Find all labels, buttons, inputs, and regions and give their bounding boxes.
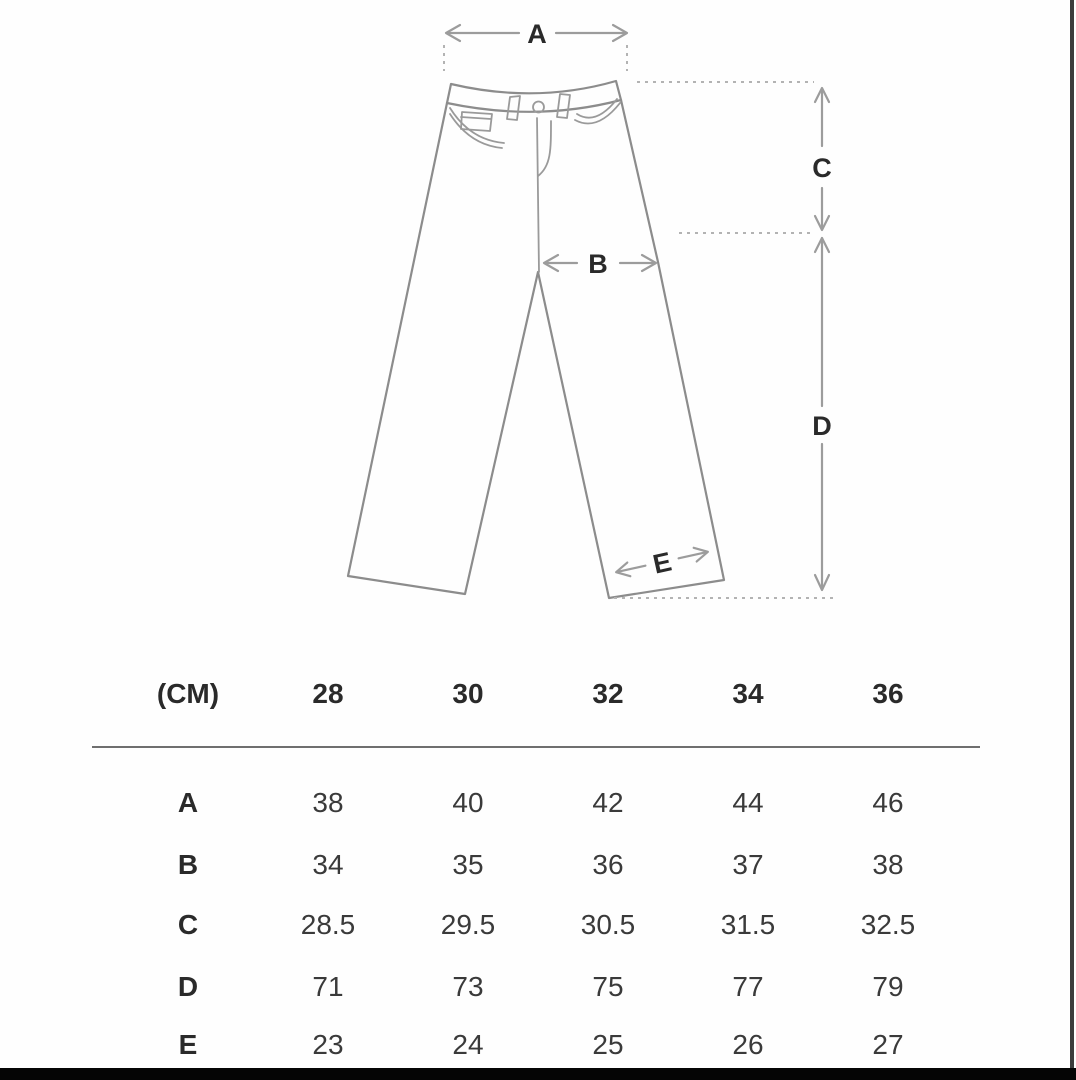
coin-pocket-stitch [461,117,491,119]
table-cell: 46 [872,787,904,818]
table-cell: 42 [592,787,624,818]
dimension-arrows [446,25,829,590]
table-divider [92,746,980,748]
table-cell: 23 [312,1029,344,1060]
size-table-header-row [118,676,958,712]
belt-loop-right [557,94,570,118]
table-cell: 38 [872,849,904,880]
table-cell: 29.5 [440,909,496,940]
table-cell: 40 [452,787,484,818]
col-header-30: 30 [452,678,484,709]
table-row [118,847,958,883]
coin-pocket [461,112,492,131]
dim-label-a: A [527,19,547,49]
table-cell: 26 [732,1029,764,1060]
dim-label-b: B [588,249,608,279]
dim-label-e: E [650,546,675,580]
col-header-36: 36 [872,678,904,709]
table-cell: 31.5 [720,909,776,940]
col-header-28: 28 [312,678,344,709]
pants-details [450,94,620,272]
table-cell: 77 [732,971,764,1002]
table-row [118,785,958,821]
pants-legs [348,100,724,598]
row-label: D [177,971,199,1002]
table-cell: 79 [872,971,904,1002]
extension-lines [444,45,833,598]
belt-loop-left [507,96,520,120]
table-cell: 30.5 [580,909,636,940]
col-header-34: 34 [732,678,764,709]
unit-header: (CM) [156,678,220,709]
table-row [118,1027,958,1063]
table-cell: 37 [732,849,764,880]
table-cell: 27 [872,1029,904,1060]
dim-label-d: D [812,411,832,441]
table-cell: 44 [732,787,764,818]
dim-label-c: C [812,153,832,183]
row-label: B [177,849,199,880]
table-cell: 32.5 [860,909,916,940]
table-cell: 34 [312,849,344,880]
center-front-seam [537,118,539,272]
table-cell: 36 [592,849,624,880]
table-cell: 28.5 [300,909,356,940]
table-cell: 35 [452,849,484,880]
bottom-black-bar [0,1068,1076,1080]
col-header-32: 32 [592,678,624,709]
table-cell: 38 [312,787,344,818]
row-label: A [177,787,199,818]
table-cell: 25 [592,1029,624,1060]
table-cell: 75 [592,971,624,1002]
fly-stitch [538,121,551,176]
waistband [447,81,621,112]
table-cell: 71 [312,971,344,1002]
pants-outline [348,81,724,598]
row-label: C [177,909,199,940]
table-cell: 73 [452,971,484,1002]
table-row [118,907,958,943]
right-edge-border [1070,0,1074,1080]
table-cell: 24 [452,1029,484,1060]
table-row [118,969,958,1005]
row-label: E [178,1029,198,1060]
